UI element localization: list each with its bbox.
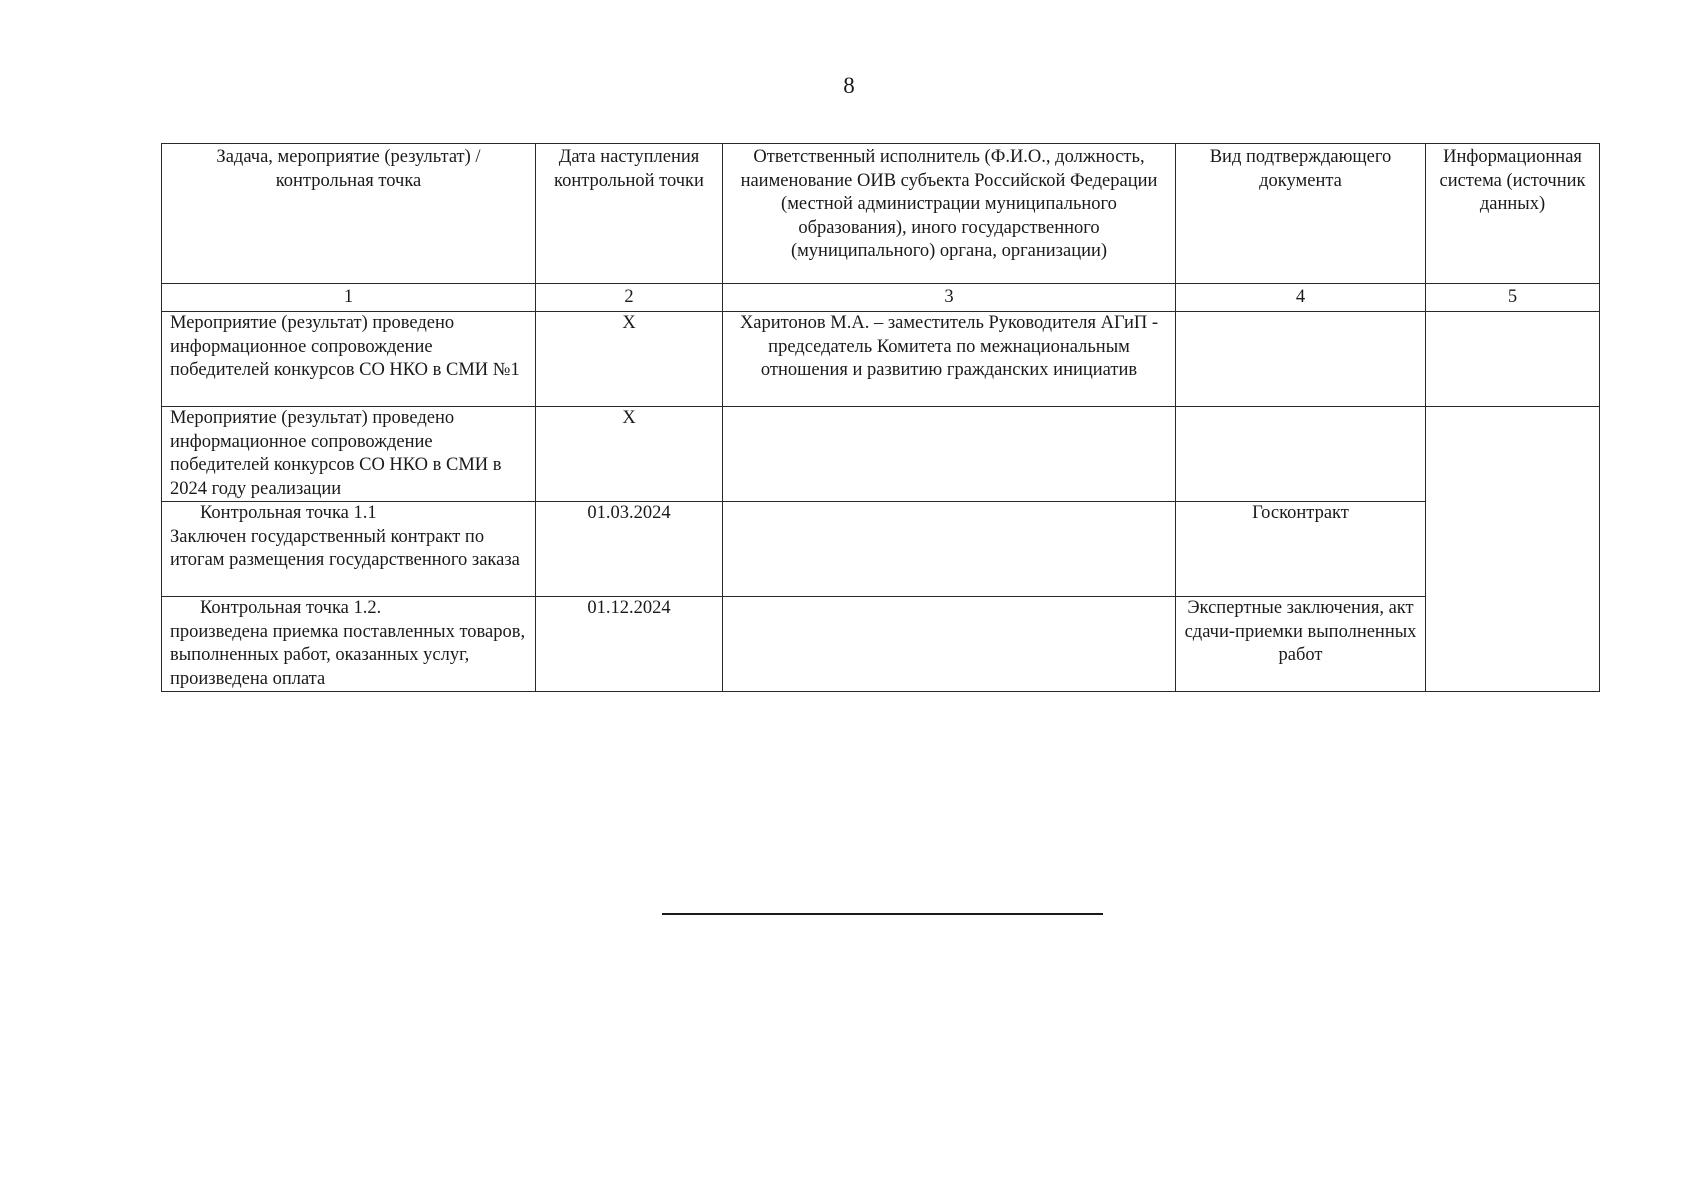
task-cell — [162, 502, 536, 597]
column-number: 5 — [1426, 284, 1600, 312]
table-row — [162, 502, 1600, 597]
task-cell: Мероприятие (результат) проведено информационное сопровождение победителей конкурсов СО НКО в СМИ в 2024 году реализации — [162, 407, 536, 502]
date-cell: X — [536, 312, 723, 407]
table-row — [162, 312, 1600, 407]
control-point-title: Контрольная точка 1.2. — [200, 598, 382, 618]
document-cell — [1176, 407, 1426, 502]
column-number: 3 — [723, 284, 1176, 312]
document-cell: Госконтракт — [1176, 502, 1426, 597]
control-point-title: Контрольная точка 1.1 — [200, 503, 377, 523]
column-number-row — [162, 284, 1600, 312]
control-points-table — [161, 143, 1600, 692]
control-point-text: произведена приемка поставленных товаров, выполненных работ, оказанных услуг, произведена оплата — [170, 621, 526, 689]
column-number: 4 — [1176, 284, 1426, 312]
document-cell: Экспертные заключения, акт сдачи-приемки выполненных работ — [1176, 597, 1426, 692]
table-header-row — [162, 144, 1600, 284]
header-executor: Ответственный исполнитель (Ф.И.О., должность, наименование ОИВ субъекта Российской Федерации (местной администрации муниципального образования), иного государственного (муниципального) органа, организации) — [723, 144, 1176, 284]
header-task: Задача, мероприятие (результат) / контрольная точка — [162, 144, 536, 284]
task-cell — [162, 597, 536, 692]
executor-cell — [723, 502, 1176, 597]
page-number: 8 — [843, 73, 855, 98]
table-row — [162, 407, 1600, 502]
closing-line — [662, 913, 1103, 915]
column-number: 1 — [162, 284, 536, 312]
table-row — [162, 597, 1600, 692]
system-cell — [1426, 312, 1600, 407]
executor-cell: Харитонов М.А. – заместитель Руководителя АГиП - председатель Комитета по межнациональным отношения и развитию гражданских инициатив — [723, 312, 1176, 407]
header-date: Дата наступления контрольной точки — [536, 144, 723, 284]
executor-cell — [723, 407, 1176, 502]
date-cell: X — [536, 407, 723, 502]
control-point-text: Заключен государственный контракт по итогам размещения государственного заказа — [170, 526, 520, 570]
task-cell: Мероприятие (результат) проведено информационное сопровождение победителей конкурсов СО НКО в СМИ №1 — [162, 312, 536, 407]
system-merged-cell — [1426, 407, 1600, 692]
executor-cell — [723, 597, 1176, 692]
header-document: Вид подтверждающего документа — [1176, 144, 1426, 284]
document-cell — [1176, 312, 1426, 407]
column-number: 2 — [536, 284, 723, 312]
date-cell: 01.12.2024 — [536, 597, 723, 692]
header-system: Информационная система (источник данных) — [1426, 144, 1600, 284]
date-cell: 01.03.2024 — [536, 502, 723, 597]
